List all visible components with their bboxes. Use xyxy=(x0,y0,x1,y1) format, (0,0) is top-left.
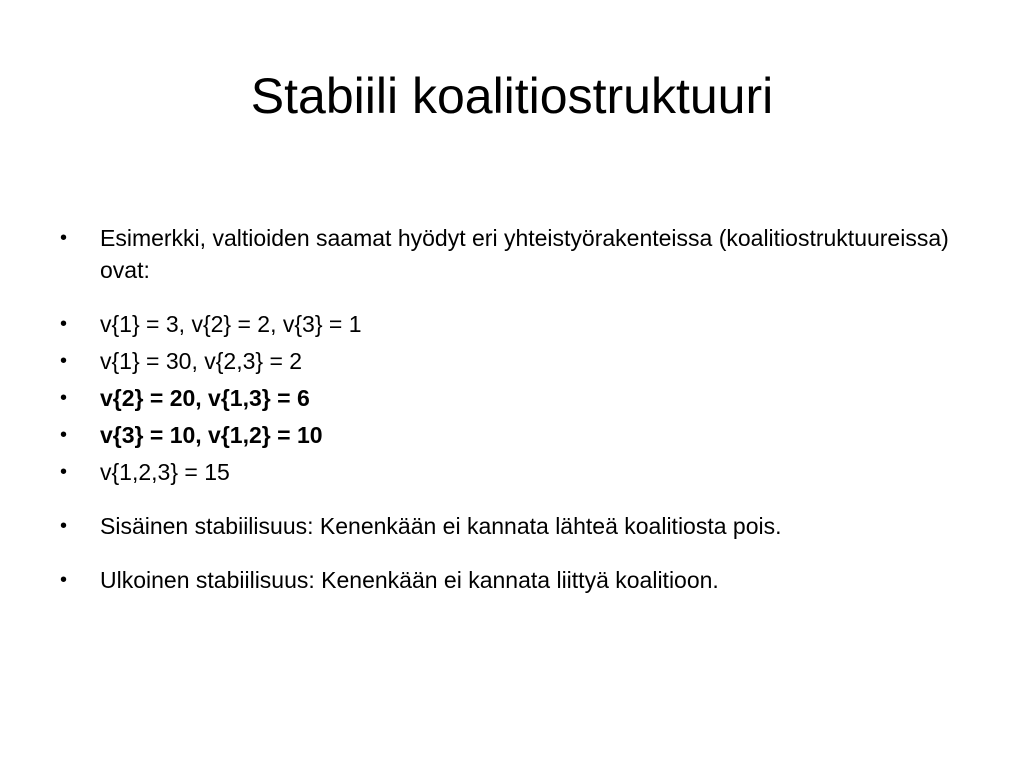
bullet-item xyxy=(58,308,978,340)
bullet-item xyxy=(58,382,978,414)
bullet-text: Ulkoinen stabiilisuus: Kenenkään ei kannata liittyä koalitioon. xyxy=(100,567,719,593)
bullet-item xyxy=(58,222,978,286)
bullet-text: v{1} = 3, v{2} = 2, v{3} = 1 xyxy=(100,311,362,337)
bullet-dot-icon: • xyxy=(60,227,68,249)
bullet-item xyxy=(58,456,978,488)
bullet-item xyxy=(58,419,978,451)
bullet-dot-icon: • xyxy=(60,515,68,537)
bullet-item xyxy=(58,345,978,377)
bullet-text: v{1,2,3} = 15 xyxy=(100,459,230,485)
bullet-dot-icon: • xyxy=(60,387,68,409)
bullet-list xyxy=(58,222,978,596)
bullet-text: Sisäinen stabiilisuus: Kenenkään ei kannata lähteä koalitiosta pois. xyxy=(100,513,782,539)
bullet-item xyxy=(58,510,978,542)
bullet-dot-icon: • xyxy=(60,424,68,446)
bullet-dot-icon: • xyxy=(60,313,68,335)
bullet-dot-icon: • xyxy=(60,461,68,483)
bullet-item xyxy=(58,564,978,596)
bullet-dot-icon: • xyxy=(60,350,68,372)
bullet-text: Esimerkki, valtioiden saamat hyödyt eri yhteistyörakenteissa (koalitiostruktuureissa) ovat: xyxy=(100,225,949,283)
bullet-text: v{3} = 10, v{1,2} = 10 xyxy=(100,422,323,448)
bullet-text: v{1} = 30, v{2,3} = 2 xyxy=(100,348,303,374)
slide-title: Stabiili koalitiostruktuuri xyxy=(250,68,774,124)
bullet-text: v{2} = 20, v{1,3} = 6 xyxy=(100,385,310,411)
bullet-dot-icon: • xyxy=(60,569,68,591)
